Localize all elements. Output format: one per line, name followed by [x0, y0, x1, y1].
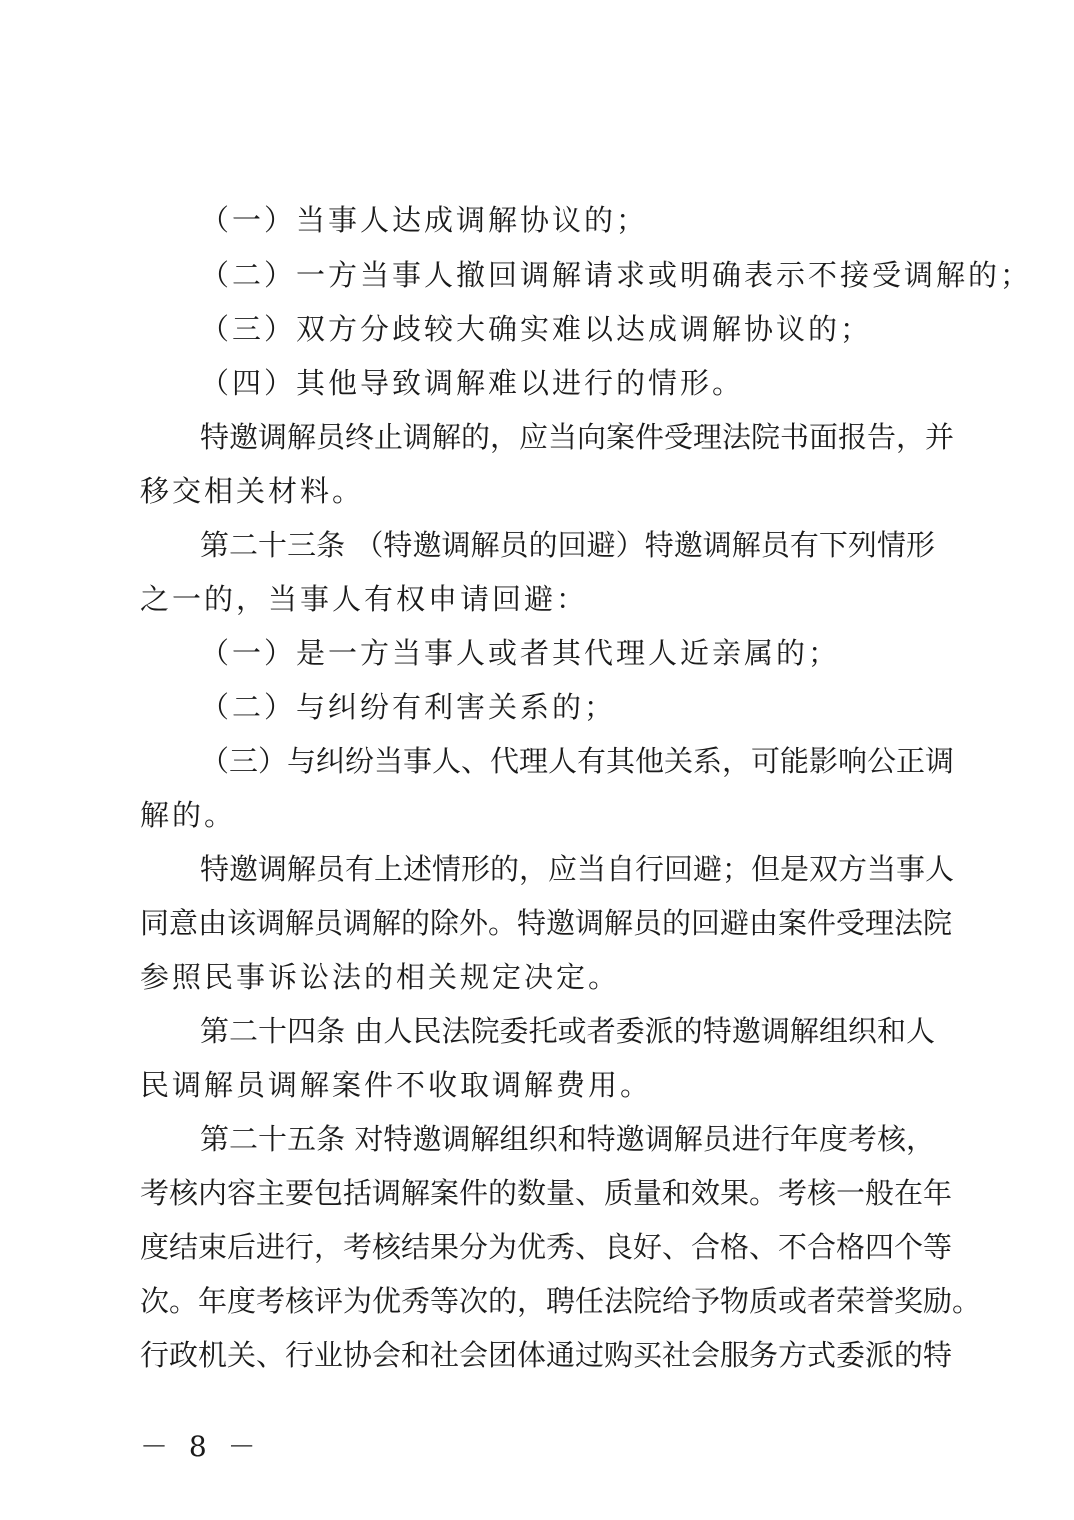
text-line: 度结束后进行，考核结果分为优秀、良好、合格、不合格四个等 — [140, 1230, 953, 1264]
text-line: 第二十四条 由人民法院委托或者委派的特邀调解组织和人 — [200, 1014, 935, 1048]
text-line: 解的。 — [140, 798, 237, 832]
text-line: 第二十五条 对特邀调解组织和特邀调解员进行年度考核， — [200, 1122, 935, 1156]
text-line: 同意由该调解员调解的除外。特邀调解员的回避由案件受理法院 — [140, 906, 953, 940]
text-line: 考核内容主要包括调解案件的数量、质量和效果。考核一般在年 — [140, 1176, 953, 1210]
text-line: 民调解员调解案件不收取调解费用。 — [140, 1068, 653, 1102]
text-line: （一）当事人达成调解协议的； — [200, 203, 649, 237]
text-line: 特邀调解员有上述情形的，应当自行回避；但是双方当事人 — [200, 852, 955, 886]
page-number: － 8 － — [140, 1430, 262, 1463]
text-line: （三）与纠纷当事人、代理人有其他关系，可能影响公正调 — [200, 744, 955, 778]
text-line: 参照民事诉讼法的相关规定决定。 — [140, 960, 621, 994]
text-line: 次。年度考核评为优秀等次的，聘任法院给予物质或者荣誉奖励。 — [140, 1284, 982, 1318]
text-line: （四）其他导致调解难以进行的情形。 — [200, 366, 745, 400]
text-line: 之一的，当事人有权申请回避： — [140, 582, 589, 616]
text-line: 移交相关材料。 — [140, 474, 365, 508]
text-line: 特邀调解员终止调解的，应当向案件受理法院书面报告，并 — [200, 420, 955, 454]
text-line: （二）一方当事人撤回调解请求或明确表示不接受调解的； — [200, 258, 1033, 292]
text-line: （三）双方分歧较大确实难以达成调解协议的； — [200, 312, 873, 346]
text-line: （一）是一方当事人或者其代理人近亲属的； — [200, 636, 841, 670]
text-line: 第二十三条 （特邀调解员的回避）特邀调解员有下列情形 — [200, 528, 935, 562]
text-line: （二）与纠纷有利害关系的； — [200, 690, 617, 724]
text-line: 行政机关、行业协会和社会团体通过购买社会服务方式委派的特 — [140, 1338, 953, 1372]
